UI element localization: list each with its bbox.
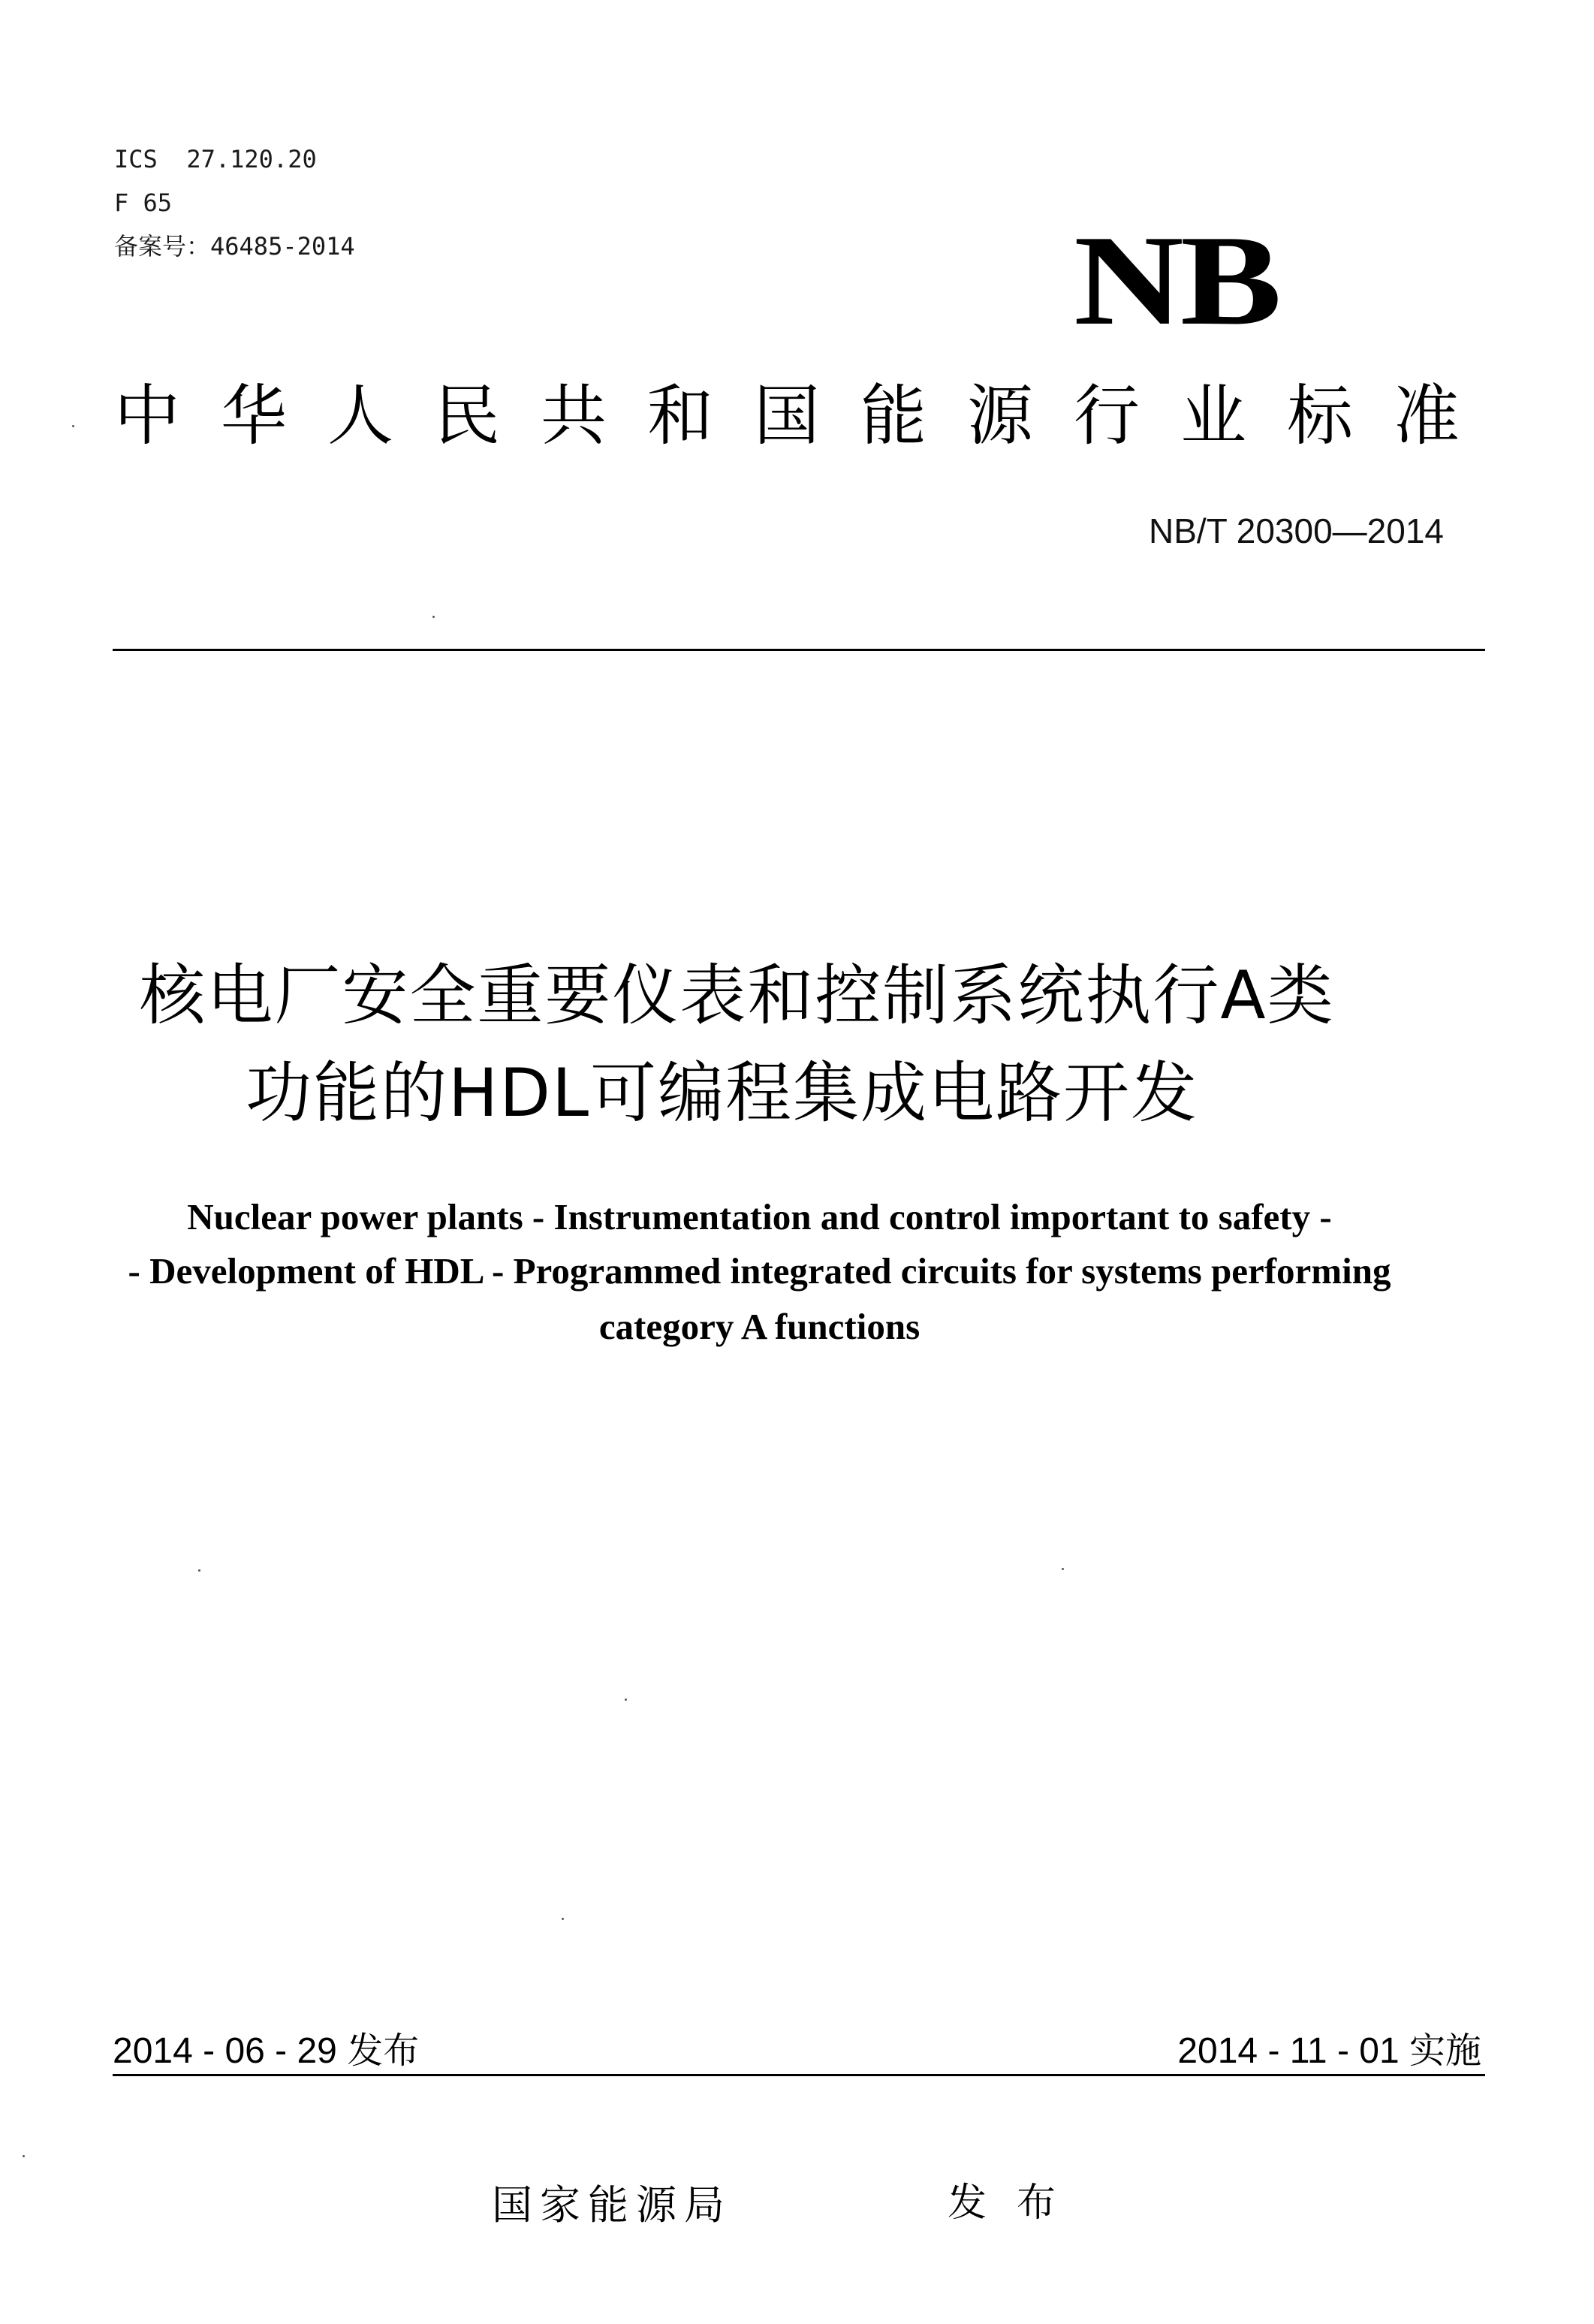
scan-speck (1062, 1568, 1064, 1570)
title-chinese-line-1: 核电厂安全重要仪表和控制系统执行A类 (139, 957, 1335, 1034)
title-english-line-1: Nuclear power plants - Instrumentation and control important to safety - (187, 1196, 1332, 1237)
bottom-divider (113, 2074, 1485, 2076)
top-divider (113, 649, 1485, 651)
ccs-classification: F 65 (114, 188, 173, 217)
title-english-line-2: - Development of HDL - Programmed integrated circuits for systems performing (128, 1250, 1391, 1292)
scan-speck (432, 616, 435, 618)
scan-speck (198, 1569, 200, 1572)
implementation-date: 2014 - 11 - 01 实施 (1177, 2031, 1481, 2071)
title-english-line-3: category A functions (598, 1306, 921, 1347)
issuing-authority: 国家能源局 (492, 2181, 732, 2229)
standard-category-heading: 中华人民共和国能源行业标准 (114, 377, 1501, 454)
filing-number: 备案号：46485-2014 (114, 232, 355, 261)
issue-label: 发布 (948, 2181, 1086, 2226)
standard-code: NB/T 20300—2014 (1149, 511, 1444, 550)
publish-date: 2014 - 06 - 29 发布 (113, 2031, 420, 2071)
scan-speck (23, 2155, 25, 2157)
scan-speck (72, 425, 74, 427)
scan-speck (625, 1699, 627, 1701)
ics-classification: ICS 27.120.20 (114, 145, 317, 173)
scan-speck (562, 1918, 564, 1920)
nb-logo: NB (1074, 209, 1279, 352)
title-chinese-line-2: 功能的HDL可编程集成电路开发 (246, 1054, 1198, 1132)
